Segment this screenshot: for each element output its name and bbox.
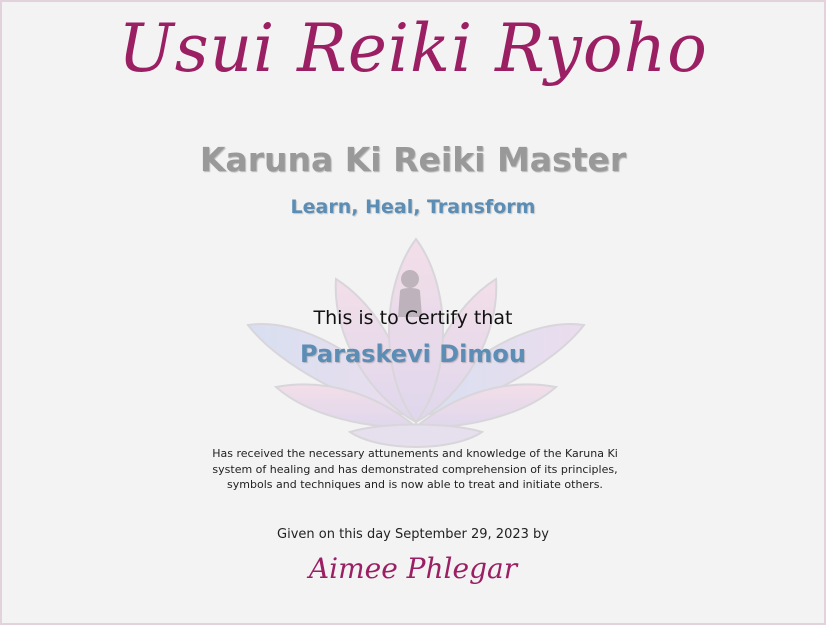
tagline: Learn, Heal, Transform xyxy=(290,196,536,218)
given-date-text: Given on this day September 29, 2023 by xyxy=(277,527,549,542)
certificate-subtitle: Karuna Ki Reiki Master xyxy=(199,140,627,179)
signature: Aimee Phlegar xyxy=(308,552,518,585)
certificate-description: Has received the necessary attunements and knowledge of the Karuna Ki system of healing and has demonstrated comprehension of its principles, symbols and techniques and is now able to treat and initiate others. xyxy=(212,447,618,491)
lotus-icon xyxy=(240,217,592,457)
certificate-title: Usui Reiki Ryoho xyxy=(118,10,708,87)
certify-text: This is to Certify that xyxy=(313,307,513,329)
recipient-name: Paraskevi Dimou xyxy=(299,340,526,368)
